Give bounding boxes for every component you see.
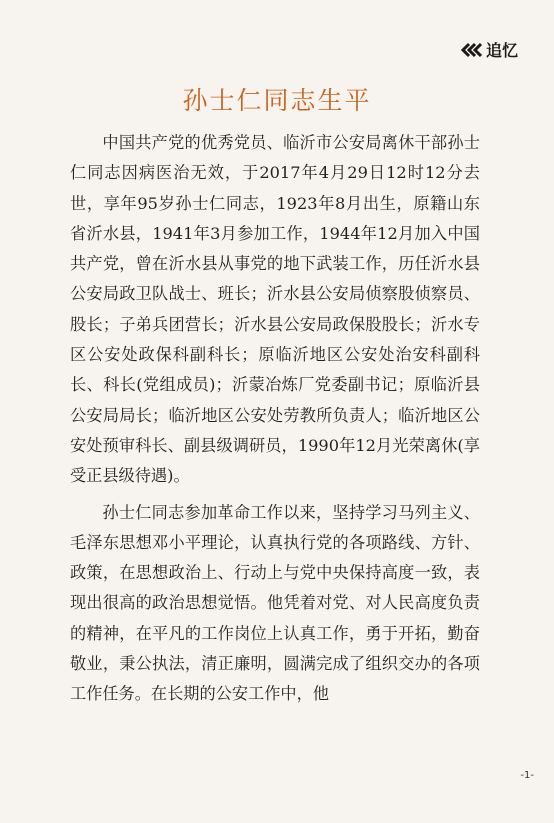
section-label: 追忆 (485, 41, 518, 60)
paragraph-2: 孙士仁同志参加革命工作以来，坚持学习马列主义、毛泽东思想邓小平理论，认真执行党的各项路线、方针、政策，在思想政治上、行动上与党中央保持高度一致，表现出很高的政治思想觉悟。他凭着对党、对人民高度负责的精神，在平凡的工作岗位上认真工作，勇于开拓，勤奋敬业，秉公执法，清正廉明，圆满完成了组织交办的各项工作任务。在长期的公安工作中，他 (70, 502, 480, 704)
paragraph-1: 中国共产党的优秀党员、临沂市公安局离休干部孙士仁同志因病医治无效，于2017年4月29日12时12分去世，享年95岁孙士仁同志，1923年8月出生，原籍山东省沂水县，1941年3月参加工作，1944年12月加入中国共产党，曾在沂水县从事党的地下武装工作，历任沂水县公安局政卫队战士、班长；沂水县公安局侦察股侦察员、股长；子弟兵团营长；沂水县公安局政保股股长；沂水专区公安处政保科副科长；原临沂地区公安处治安科副科长、科长(党组成员)；沂蒙冶炼厂党委副书记；原临沂县公安局局长；临沂地区公安处劳教所负责人；临沂地区公安处预审科长、副县级调研员，1990年12月光荣离休(享受正县级待遇)。 (70, 133, 480, 486)
article-title: 孙士仁同志生平 (182, 86, 372, 115)
double-chevron-left-icon (460, 42, 482, 58)
article-body (70, 128, 480, 710)
page-number: -1- (520, 770, 534, 781)
section-tag (460, 38, 518, 61)
